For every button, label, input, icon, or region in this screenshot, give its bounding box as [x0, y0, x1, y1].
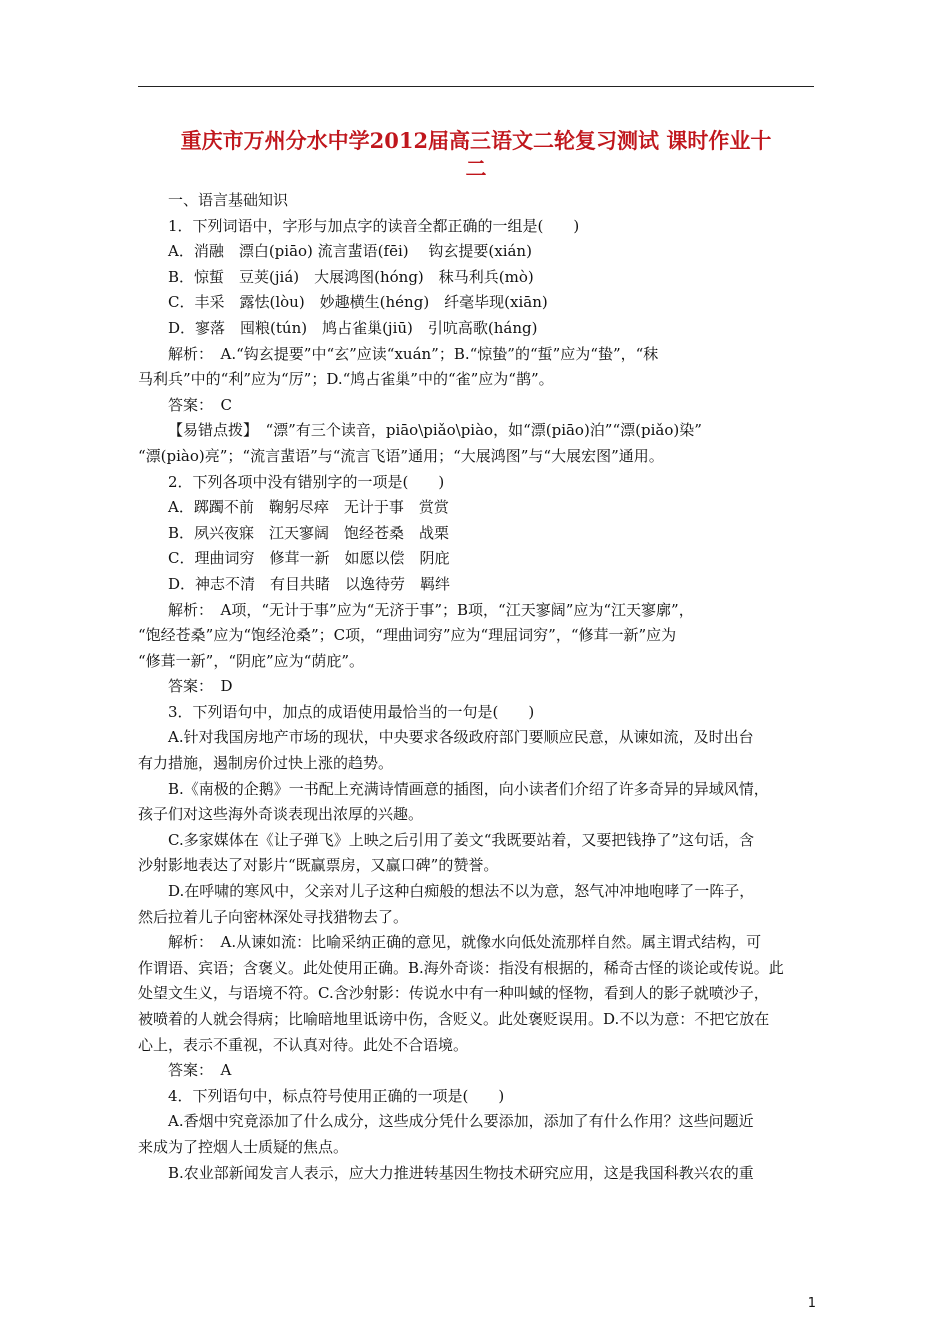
- header-rule: [138, 86, 814, 87]
- text-line: 解析： A.从谏如流：比喻采纳正确的意见，就像水向低处流那样自然。属主谓式结构，可: [168, 933, 762, 952]
- document-body: [138, 188, 814, 1186]
- text-line: D．寥落 囤粮(tún) 鸠占雀巢(jiū) 引吭高歌(háng): [168, 318, 538, 337]
- text-line: 答案： A: [168, 1061, 232, 1080]
- text-line: C．丰采 露怯(lòu) 妙趣横生(héng) 纤毫毕现(xiān): [168, 293, 548, 312]
- text-line: 【易错点拨】 “漂”有三个读音，piāo\piǎo\piào，如“漂(piāo)泊”“漂(piǎo)染”: [168, 421, 702, 440]
- text-line: D．神志不清 有目共睹 以逸待劳 羁绊: [168, 574, 451, 593]
- text-line: 1．下列词语中，字形与加点字的读音全都正确的一组是( ): [168, 216, 580, 235]
- text-line: 答案： C: [168, 395, 232, 414]
- text-line: 然后拉着儿子向密林深处寻找猎物去了。: [138, 907, 409, 926]
- text-line: 一、语言基础知识: [168, 191, 289, 209]
- text-line: 2．下列各项中没有错别字的一项是( ): [168, 472, 445, 491]
- text-line: “饱经苍桑”应为“饱经沧桑”；C项，“理曲词穷”应为“理屈词穷”，“修茸一新”应为: [138, 626, 677, 645]
- text-line: 4．下列语句中，标点符号使用正确的一项是( ): [168, 1086, 505, 1105]
- text-line: 马利兵”中的“利”应为“厉”；D.“鸠占雀巢”中的“雀”应为“鹊”。: [138, 370, 554, 389]
- text-line: 3．下列语句中，加点的成语使用最恰当的一句是( ): [168, 702, 535, 721]
- text-line: D.在呼啸的寒风中，父亲对儿子这种白痴般的想法不以为意，怒气冲冲地咆哮了一阵子，: [168, 882, 755, 901]
- text-line: B.农业部新闻发言人表示，应大力推进转基因生物技术研究应用，这是我国科教兴农的重: [168, 1163, 754, 1182]
- page-title-line-1: 重庆市万州分水中学2012届高三语文二轮复习测试 课时作业十: [180, 128, 772, 153]
- page-title-line-2: 二: [465, 156, 487, 181]
- text-line: B．夙兴夜寐 江天寥阔 饱经苍桑 战栗: [168, 523, 450, 542]
- page-number: 1: [807, 1296, 816, 1311]
- text-line: “修葺一新”，“阴庇”应为“荫庇”。: [138, 651, 365, 670]
- text-line: 处望文生义，与语境不符。C.含沙射影：传说水中有一种叫蜮的怪物，看到人的影子就喷沙子，: [138, 984, 769, 1003]
- text-line: A.香烟中究竟添加了什么成分，这些成分凭什么要添加，添加了有什么作用？这些问题近: [168, 1112, 754, 1131]
- text-line: 孩子们对这些海外奇谈表现出浓厚的兴趣。: [138, 805, 424, 824]
- text-line: 沙射影地表达了对影片“既赢票房，又赢口碑”的赞誉。: [138, 856, 499, 875]
- text-line: 答案： D: [168, 677, 233, 696]
- text-line: A．消融 漂白(piāo) 流言蜚语(fēi) 钩玄提要(xián): [168, 242, 532, 261]
- text-line: “漂(piào)亮”；“流言蜚语”与“流言飞语”通用；“大展鸿图”与“大展宏图”通用。: [138, 446, 664, 465]
- text-line: 心上，表示不重视，不认真对待。此处不合语境。: [138, 1035, 469, 1054]
- text-line: 作谓语、宾语；含褒义。此处使用正确。B.海外奇谈：指没有根据的，稀奇古怪的谈论或传说。此: [138, 958, 784, 977]
- text-line: B．惊蜇 豆荚(jiá) 大展鸿图(hóng) 秣马利兵(mò): [168, 267, 534, 286]
- text-line: 解析： A.“钩玄提要”中“玄”应读“xuán”；B.“惊蛰”的“蜇”应为“蛰”，“秣: [168, 344, 659, 363]
- text-line: A.针对我国房地产市场的现状，中央要求各级政府部门要顺应民意，从谏如流，及时出台: [168, 728, 754, 747]
- text-line: C．理曲词穷 修茸一新 如愿以偿 阴庇: [168, 549, 450, 568]
- text-line: C.多家媒体在《让子弹飞》上映之后引用了姜文“我既要站着，又要把钱挣了”这句话，含: [168, 830, 755, 849]
- text-line: B.《南极的企鹅》一书配上充满诗情画意的插图，向小读者们介绍了许多奇异的异域风情，: [168, 779, 769, 798]
- text-line: A．踯躅不前 鞠躬尽瘁 无计于事 赏赏: [168, 498, 449, 517]
- text-line: 有力措施，遏制房价过快上涨的趋势。: [138, 754, 394, 773]
- text-line: 来成为了控烟人士质疑的焦点。: [138, 1137, 349, 1156]
- text-line: 解析： A项，“无计于事”应为“无济于事”；B项，“江天寥阔”应为“江天寥廓”，: [168, 600, 694, 619]
- text-line: 被喷着的人就会得病；比喻暗地里诋谤中伤，含贬义。此处褒贬误用。D.不以为意：不把它放在: [138, 1010, 770, 1028]
